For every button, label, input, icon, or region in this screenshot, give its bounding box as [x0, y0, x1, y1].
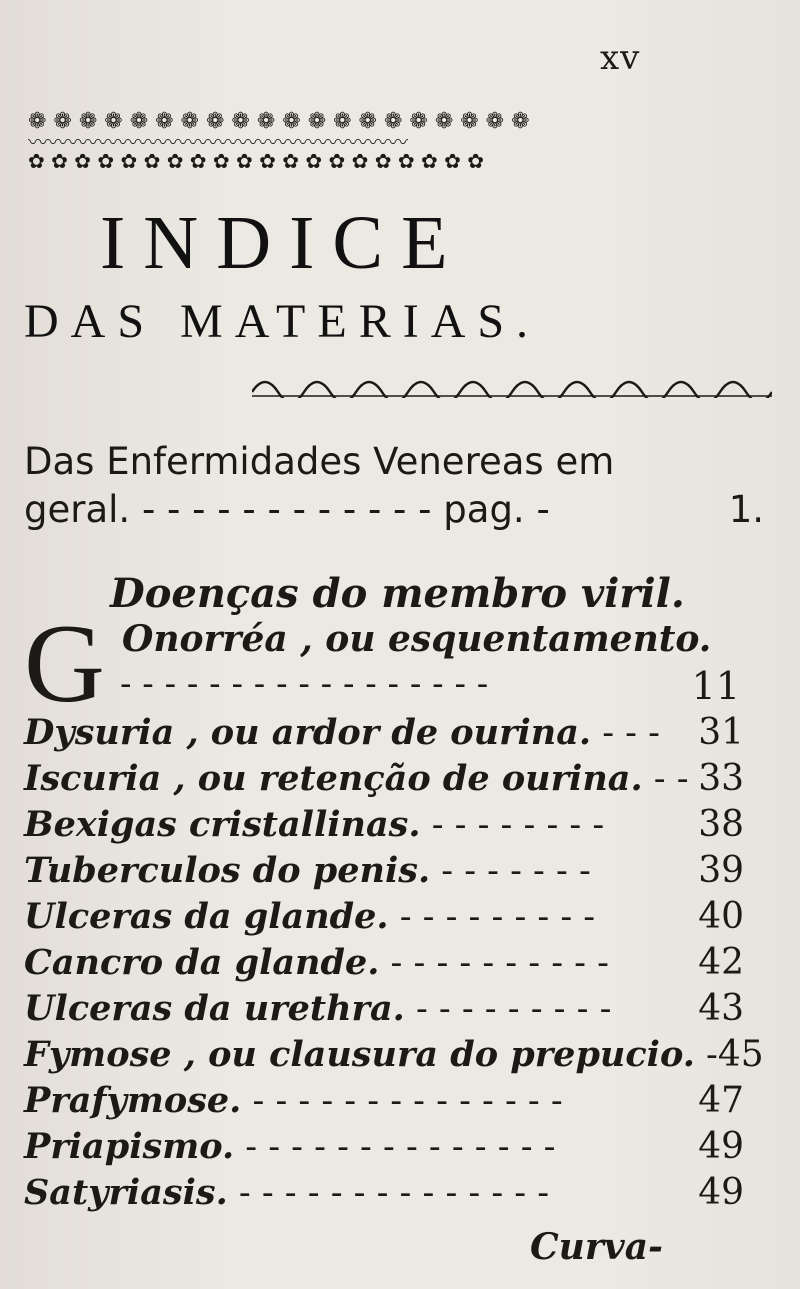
index-entry — [24, 850, 744, 896]
intro-line-2-text: geral. - - - - - - - - - - - - pag. - — [24, 488, 550, 531]
entry-label: Ulceras da glande. — [24, 896, 389, 937]
index-entry — [24, 804, 744, 850]
catchword: Curva- — [530, 1226, 663, 1268]
entry-leaders: - — [694, 1035, 718, 1075]
head-ornament-row-2: 〰〰〰〰〰〰〰〰〰〰〰〰〰〰〰〰〰〰〰 — [28, 132, 408, 152]
entry-leaders: - - - - - - - - - - — [379, 943, 609, 983]
index-entry — [24, 1034, 764, 1080]
wave-ornament-divider — [252, 370, 772, 398]
intro-page-number: 1. — [728, 488, 764, 531]
entry-leaders: - - - - - - - - - - - - - - — [234, 1127, 556, 1167]
entry-page-number: 45 — [717, 1034, 764, 1075]
entry-leaders: - - - - - - - - — [420, 805, 605, 845]
entry-leaders: - - - - - - - - - - - - - - — [227, 1173, 550, 1213]
entry-label: Dysuria , ou ardor de ourina. — [24, 712, 592, 753]
page-folio: xv — [600, 38, 641, 78]
intro-line-1: Das Enfermidades Venereas em — [24, 440, 615, 483]
entry-label: Fymose , ou clausura do prepucio. — [24, 1034, 695, 1075]
drop-capital: G — [24, 602, 105, 726]
entry-leaders: - - — [642, 759, 689, 799]
entry-leaders: - - - - - - - - - — [404, 989, 612, 1029]
first-entry-label: Onorréa , ou esquentamento. — [122, 618, 712, 660]
entry-page-number: 42 — [698, 942, 744, 983]
index-title: INDICE — [100, 201, 466, 285]
entry-label: Cancro da glande. — [24, 942, 380, 983]
entry-page-number: 33 — [698, 758, 744, 799]
index-subtitle: DAS MATERIAS. — [24, 295, 541, 348]
entry-page-number: 47 — [698, 1080, 744, 1121]
section-heading: Doenças do membro viril. — [110, 570, 685, 617]
entry-leaders: - - - - - - - — [430, 851, 591, 891]
first-entry-leader-line — [120, 664, 740, 708]
entry-page-number: 40 — [698, 896, 744, 937]
entry-label: Tuberculos do penis. — [24, 850, 431, 891]
index-entry — [24, 1172, 744, 1218]
index-entry — [24, 1126, 744, 1172]
entry-label: Ulceras da urethra. — [24, 988, 405, 1029]
entry-page-number: 38 — [698, 804, 744, 845]
entry-label: Iscuria , ou retenção de ourina. — [24, 758, 643, 799]
head-ornament-row-1: ❁ ❁ ❁ ❁ ❁ ❁ ❁ ❁ ❁ ❁ ❁ ❁ ❁ ❁ ❁ ❁ ❁ ❁ ❁ ❁ — [28, 110, 530, 134]
first-entry-page-number: 11 — [691, 664, 740, 708]
entry-leaders: - - - - - - - - - — [388, 897, 596, 937]
first-entry-leaders: - - - - - - - - - - - - - - - - - — [120, 664, 489, 704]
index-entry — [24, 758, 744, 804]
entry-page-number: 49 — [698, 1172, 744, 1213]
index-entry — [24, 942, 744, 988]
entry-leaders: - - - — [591, 713, 660, 753]
head-ornament-row-3: ✿ ✿ ✿ ✿ ✿ ✿ ✿ ✿ ✿ ✿ ✿ ✿ ✿ ✿ ✿ ✿ ✿ ✿ ✿ ✿ — [28, 150, 484, 172]
index-entry — [24, 712, 744, 758]
entry-label: Bexigas cristallinas. — [24, 804, 421, 845]
entry-label: Satyriasis. — [24, 1172, 228, 1213]
entry-page-number: 31 — [698, 712, 744, 753]
intro-entry — [24, 438, 764, 534]
intro-line-2 — [24, 486, 764, 534]
index-entry-list — [24, 712, 764, 1218]
entry-label: Priapismo. — [24, 1126, 235, 1167]
index-entry — [24, 988, 744, 1034]
entry-leaders: - - - - - - - - - - - - - - — [241, 1081, 563, 1121]
index-entry — [24, 1080, 744, 1126]
entry-page-number: 43 — [698, 988, 744, 1029]
entry-label: Prafymose. — [24, 1080, 242, 1121]
entry-page-number: 39 — [698, 850, 744, 891]
index-entry — [24, 896, 744, 942]
entry-page-number: 49 — [698, 1126, 744, 1167]
